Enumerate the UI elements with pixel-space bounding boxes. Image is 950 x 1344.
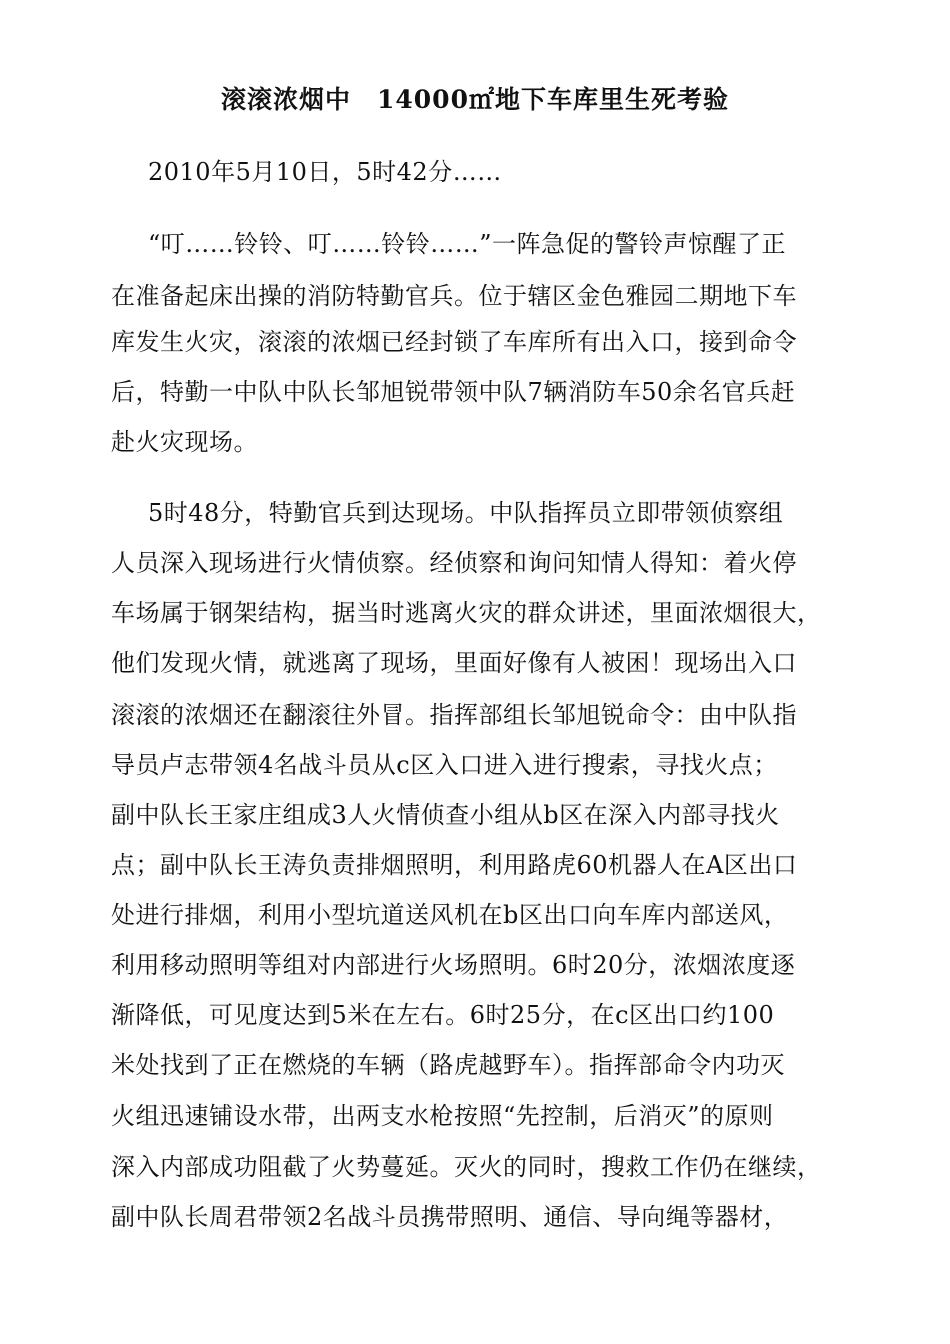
paragraph-1-line-5: 赴火灾现场。	[111, 428, 258, 456]
paragraph-2-line-14: 深入内部成功阻截了火势蔓延。灭火的同时，搜救工作仍在继续，	[111, 1153, 822, 1181]
document-title: 滚滚浓烟中 14000㎡地下车库里生死考验	[221, 85, 729, 114]
paragraph-2-line-15: 副中队长周君带领2名战斗员携带照明、通信、导向绳等器材，	[111, 1203, 789, 1231]
paragraph-1-line-1: “叮……铃铃、叮……铃铃……”一阵急促的警铃声惊醒了正	[148, 230, 787, 258]
paragraph-1-line-2: 在准备起床出操的消防特勤官兵。位于辖区金色雅园二期地下车	[111, 282, 797, 310]
paragraph-2-line-1: 5时48分，特勤官兵到达现场。中队指挥员立即带领侦察组	[148, 499, 784, 527]
date-line: 2010年5月10日，5时42分……	[148, 158, 502, 186]
paragraph-1-line-4: 后，特勤一中队中队长邹旭锐带领中队7辆消防车50余名官兵赶	[111, 378, 796, 406]
paragraph-2-line-8: 点；副中队长王涛负责排烟照明，利用路虎60机器人在A区出口	[111, 851, 798, 879]
paragraph-1-line-3: 库发生火灾，滚滚的浓烟已经封锁了车库所有出入口，接到命令	[111, 328, 797, 356]
paragraph-2-line-6: 导员卢志带领4名战斗员从c区入口进入进行搜索，寻找火点；	[111, 751, 778, 779]
paragraph-2-line-5: 滚滚的浓烟还在翻滚往外冒。指挥部组长邹旭锐命令：由中队指	[111, 701, 797, 729]
paragraph-2-line-4: 他们发现火情，就逃离了现场，里面好像有人被困！现场出入口	[111, 649, 797, 677]
paragraph-2-line-12: 米处找到了正在燃烧的车辆（路虎越野车）。指挥部命令内功灭	[111, 1051, 785, 1079]
paragraph-2-line-11: 渐降低，可见度达到5米在左右。6时25分，在c区出口约100	[111, 1001, 775, 1029]
paragraph-2-line-2: 人员深入现场进行火情侦察。经侦察和询问知情人得知：着火停	[111, 549, 797, 577]
paragraph-2-line-3: 车场属于钢架结构，据当时逃离火灾的群众讲述，里面浓烟很大，	[111, 599, 822, 627]
paragraph-2-line-7: 副中队长王家庄组成3人火情侦查小组从b区在深入内部寻找火	[111, 801, 780, 829]
paragraph-2-line-9: 处进行排烟，利用小型坑道送风机在b区出口向车库内部送风，	[111, 901, 789, 929]
paragraph-2-line-13: 火组迅速铺设水带，出两支水枪按照“先控制，后消灭”的原则	[111, 1102, 774, 1130]
paragraph-2-line-10: 利用移动照明等组对内部进行火场照明。6时20分，浓烟浓度逐	[111, 951, 796, 979]
